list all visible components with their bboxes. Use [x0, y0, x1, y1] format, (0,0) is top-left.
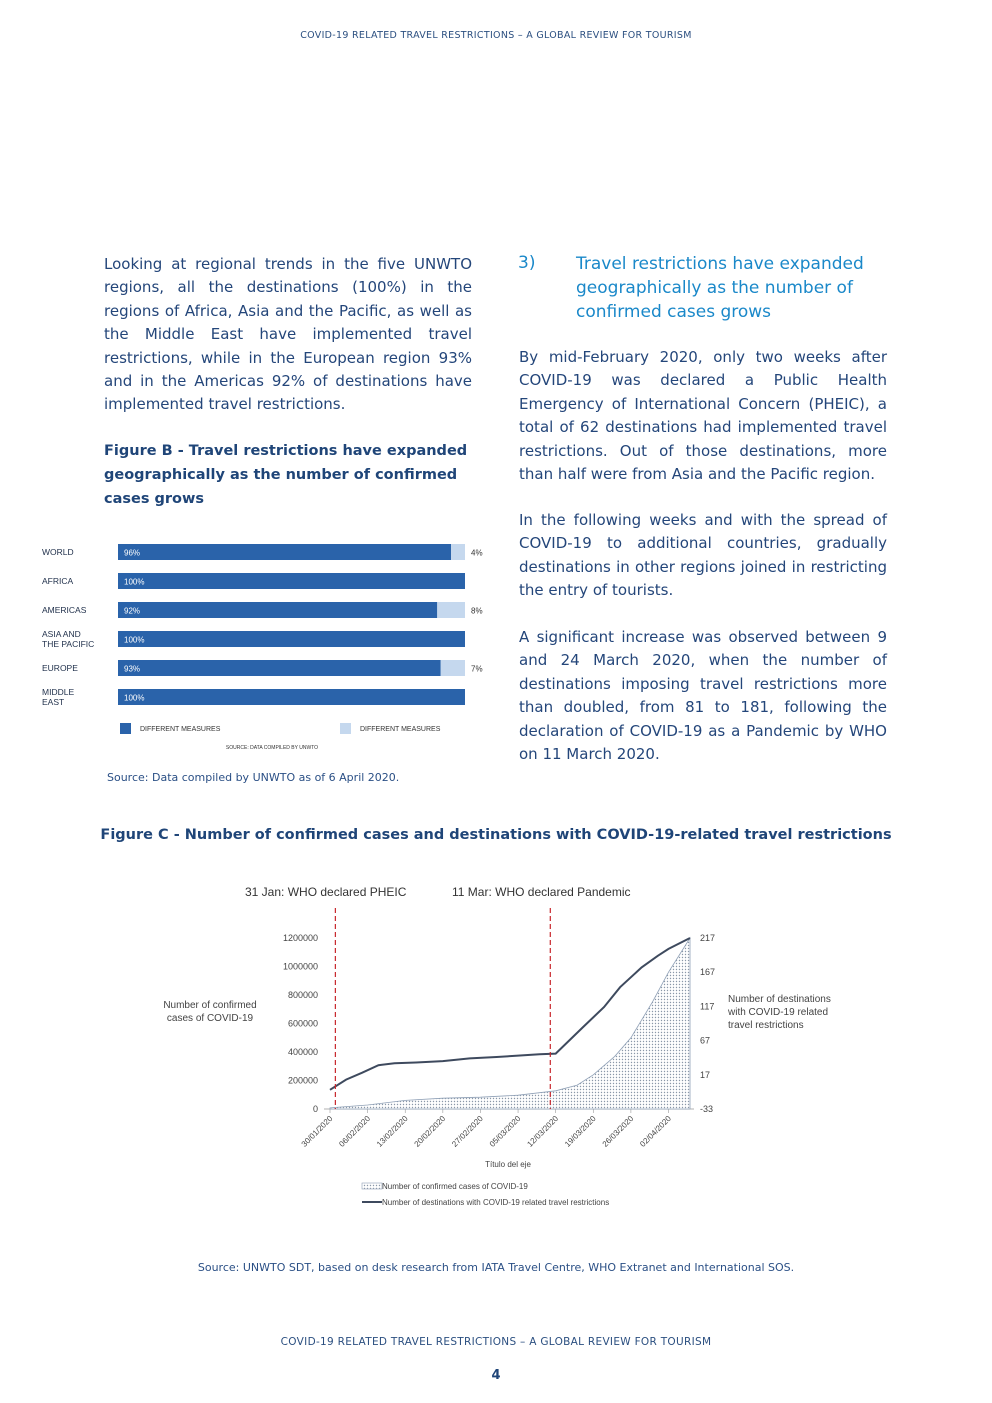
- figure-b-legend-label: DIFFERENT MEASURES: [360, 726, 441, 733]
- right-tick-label: 67: [700, 1035, 711, 1046]
- left-tick-label: 0: [312, 1104, 318, 1114]
- left-tick-label: 800000: [287, 990, 318, 1000]
- figure-b-value-label: 92%: [124, 606, 141, 616]
- figure-b-legend-swatch: [340, 723, 351, 734]
- section-title: Travel restrictions have expanded geographically as the number of confirmed cases grows: [576, 254, 864, 322]
- figure-b-category-label: MIDDLE: [42, 687, 75, 697]
- figure-c-axes: [324, 1109, 694, 1113]
- right-tick-label: 17: [700, 1069, 711, 1080]
- right-axis-label-line1: Number of destinations: [728, 994, 831, 1005]
- right-axis-label-line2: with COVID-19 related: [728, 1007, 829, 1018]
- figure-b-value-label: 100%: [124, 635, 145, 645]
- left-tick-label: 400000: [287, 1047, 318, 1057]
- figure-b-category-label: ASIA AND: [42, 629, 81, 639]
- figure-b-value-label: 96%: [124, 548, 141, 558]
- left-axis-label-line2: cases of COVID-19: [166, 1013, 254, 1024]
- figure-b-bar-segment: [118, 602, 437, 618]
- figure-b-title: Figure B - Travel restrictions have expanded geographically as the number of confirmed cases grows: [104, 443, 468, 507]
- who-declaration-label: 31 Jan: WHO declared PHEIC: [245, 885, 407, 899]
- figure-b-bars: [42, 544, 483, 707]
- x-axis-label: Título del eje: [485, 1160, 531, 1169]
- x-tick-label: 02/04/2020: [638, 1114, 673, 1149]
- x-tick-label: 30/01/2020: [299, 1114, 335, 1149]
- figure-c-chart: [150, 878, 850, 1213]
- paragraph-following-weeks: In the following weeks and with the spread of COVID-19 to additional countries, gradually destinations in other regions joined in restricting the entry of tourists.: [519, 511, 887, 600]
- running-header: COVID-19 RELATED TRAVEL RESTRICTIONS – A GLOBAL REVIEW FOR TOURISM: [300, 30, 692, 41]
- right-axis-label-line3: travel restrictions: [728, 1020, 804, 1031]
- left-tick-label: 200000: [287, 1075, 318, 1086]
- right-paragraph-3: [519, 626, 887, 766]
- figure-b-category-label: AMERICAS: [42, 605, 87, 615]
- x-tick-label: 20/02/2020: [412, 1114, 448, 1149]
- right-tick-label: 167: [700, 967, 716, 978]
- right-paragraph-2: [519, 509, 887, 603]
- left-tick-label: 1200000: [282, 933, 318, 943]
- figure-b-value-label: 8%: [471, 606, 483, 616]
- figure-b-category-label: THE PACIFIC: [42, 639, 95, 649]
- figure-b-bar-segment: [441, 660, 465, 676]
- figure-c-legend: [362, 1182, 609, 1207]
- left-axis-label-line1: Number of confirmed: [163, 1000, 257, 1011]
- paragraph-regional-trends: Looking at regional trends in the five UNWTO regions, all the destinations (100%) in the regions of Africa, Asia and the Pacific, as well as the Middle East have implemented travel restrictions, while in the European region 93% and in the Americas 92% of destinations have implemented travel restrictions.: [104, 255, 472, 414]
- page-number: 4: [491, 1368, 501, 1383]
- right-paragraph-1: [519, 346, 887, 486]
- figure-b-value-label: 4%: [471, 548, 483, 558]
- figure-c-title: Figure C - Number of confirmed cases and destinations with COVID-19-related travel restrictions: [100, 827, 892, 843]
- figure-b-legend-label: DIFFERENT MEASURES: [140, 726, 221, 733]
- left-paragraph: [104, 253, 472, 417]
- right-tick-label: 117: [700, 1001, 715, 1012]
- figure-b-value-label: 100%: [124, 693, 145, 703]
- figure-b-category-label: AFRICA: [42, 576, 74, 586]
- right-tick-label: 217: [700, 933, 716, 943]
- x-tick-label: 26/03/2020: [600, 1114, 636, 1149]
- who-declaration-label: 11 Mar: WHO declared Pandemic: [452, 885, 631, 899]
- x-tick-label: 05/03/2020: [487, 1114, 523, 1149]
- right-tick-label: -33: [700, 1104, 714, 1114]
- figure-b-value-label: 100%: [124, 577, 145, 587]
- section-number: 3): [518, 253, 536, 273]
- figure-b-source: Source: Data compiled by UNWTO as of 6 April 2020.: [107, 771, 400, 784]
- x-tick-label: 06/02/2020: [337, 1114, 373, 1149]
- figure-b-bar-segment: [118, 689, 465, 705]
- legend-label-cases: Number of confirmed cases of COVID-19: [382, 1182, 528, 1191]
- figure-b-bar-segment: [437, 602, 465, 618]
- paragraph-mid-february: By mid-February 2020, only two weeks after COVID-19 was declared a Public Health Emergency of International Concern (PHEIC), a total of 62 destinations had implemented travel restrictions. Out of those destinations, more than half were from Asia and the Pacific region.: [519, 348, 887, 484]
- figure-b-value-label: 7%: [471, 664, 483, 674]
- figure-b-legend: [120, 723, 441, 734]
- left-tick-label: 1000000: [282, 961, 318, 972]
- figure-b-category-label: EAST: [42, 697, 65, 707]
- x-tick-label: 12/03/2020: [525, 1114, 561, 1149]
- running-footer: COVID-19 RELATED TRAVEL RESTRICTIONS – A GLOBAL REVIEW FOR TOURISM: [280, 1336, 712, 1348]
- x-tick-label: 13/02/2020: [374, 1114, 410, 1149]
- left-tick-label: 600000: [287, 1018, 318, 1029]
- figure-b-bar-segment: [118, 573, 465, 589]
- paragraph-significant-increase: A significant increase was observed between 9 and 24 March 2020, when the number of destinations imposing travel restrictions more than doubled, from 81 to 181, following the declaration of COVID-19 as a Pandemic by WHO on 11 March 2020.: [519, 628, 887, 764]
- figure-b-category-label: WORLD: [42, 547, 74, 557]
- figure-b-legend-swatch: [120, 723, 131, 734]
- figure-b-note: SOURCE: DATA COMPILED BY UNWTO: [225, 745, 319, 751]
- figure-b-value-label: 93%: [124, 664, 141, 674]
- figure-b-bar-segment: [118, 660, 441, 676]
- figure-b-chart: [30, 532, 500, 757]
- legend-label-destinations: Number of destinations with COVID-19 related travel restrictions: [382, 1198, 610, 1207]
- figure-b-bar-segment: [118, 544, 451, 560]
- figure-b-bar-segment: [451, 544, 465, 560]
- legend-swatch-cases: [362, 1183, 382, 1189]
- figure-b-category-label: EUROPE: [42, 663, 78, 673]
- confirmed-cases-area: [330, 938, 690, 1109]
- x-tick-label: 27/02/2020: [450, 1114, 485, 1149]
- figure-c-source: Source: UNWTO SDT, based on desk research from IATA Travel Centre, WHO Extranet and International SOS.: [197, 1261, 795, 1274]
- x-tick-label: 19/03/2020: [563, 1114, 598, 1149]
- figure-b-bar-segment: [118, 631, 465, 647]
